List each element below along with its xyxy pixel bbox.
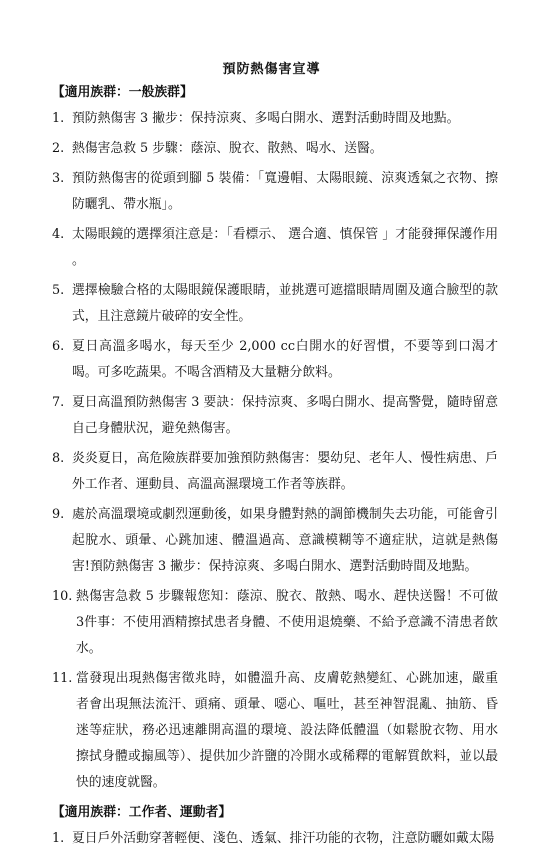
list-item (52, 278, 498, 330)
list-item-number: 11. (52, 671, 73, 686)
list-item-text: 熱傷害急救 5 步驟報您知：蔭涼、脫衣、散熱、喝水、趕快送醫！不可做 3件事：不使用酒精擦拭患者身體、不使用退燒藥、不給予意識不清患者飲水。 (76, 589, 498, 656)
section-heading-general: 【適用族群：一般族群】 (52, 85, 193, 100)
list-item-number: 4. (52, 227, 65, 242)
list-item (52, 584, 498, 662)
list-item (52, 106, 498, 132)
document-title: 預防熱傷害宣導 (222, 62, 321, 77)
list-item (52, 390, 498, 442)
list-item-number: 2. (52, 141, 65, 156)
list-item-number: 7. (52, 395, 65, 410)
list-item-number: 3. (52, 171, 65, 186)
list-item-number: 6. (52, 339, 65, 354)
list-item-text: 預防熱傷害 3 撇步：保持涼爽、多喝白開水、選對活動時間及地點。 (72, 111, 460, 126)
worker-athlete-guidance-list (52, 826, 498, 852)
list-item-number: 10. (52, 589, 73, 604)
list-item (52, 666, 498, 796)
list-item (52, 136, 498, 162)
list-item-number: 9. (52, 507, 65, 522)
list-item-text: 處於高溫環境或劇烈運動後，如果身體對熱的調節機制失去功能，可能會引起脫水、頭暈、心跳加速、體溫過高、意識模糊等不適症狀，這就是熱傷害!預防熱傷害 3 撇步：保持涼爽、多喝白開水、選對活動時間及地點。 (72, 507, 498, 574)
list-item-number: 5. (52, 283, 65, 298)
list-item-text: 夏日戶外活動穿著輕便、淺色、透氣、排汗功能的衣物，注意防曬如戴太陽 (72, 831, 495, 846)
list-item-text: 預防熱傷害的從頭到腳 5 裝備：「寬邊帽、太陽眼鏡、涼爽透氣之衣物、擦防曬乳、帶水瓶」。 (72, 171, 498, 212)
list-item-number: 1. (52, 111, 65, 126)
document-body (52, 80, 498, 856)
list-item-text: 熱傷害急救 5 步驟：蔭涼、脫衣、散熱、喝水、送醫。 (72, 141, 383, 156)
list-item-text: 太陽眼鏡的選擇須注意是：「看標示、 選合適、慎保管 」才能發揮保護作用 。 (72, 227, 498, 268)
section-heading-workers-athletes: 【適用族群：工作者、運動者】 (52, 805, 232, 820)
list-item-number: 8. (52, 451, 65, 466)
list-item-text: 炎炎夏日，高危險族群要加強預防熱傷害：嬰幼兒、老年人、慢性病患、戶外工作者、運動員、高溫高濕環境工作者等族群。 (72, 451, 498, 492)
list-item (52, 502, 498, 580)
general-guidance-list (52, 106, 498, 796)
list-item-text: 夏日高溫預防熱傷害 3 要訣：保持涼爽、多喝白開水、提高警覺，隨時留意自己身體狀況，避免熱傷害。 (72, 395, 498, 436)
list-item-number: 1. (52, 831, 65, 846)
list-item (52, 826, 498, 852)
list-item (52, 334, 498, 386)
list-item-text: 當發現出現熱傷害徵兆時，如體溫升高、皮膚乾熱變紅、心跳加速，嚴重者會出現無法流汗、頭痛、頭暈、噁心、嘔吐，甚至神智混亂、抽筋、昏迷等症狀，務必迅速離開高溫的環境、設法降低體溫（如鬆脫衣物、用水擦拭身體或搧風等）、提供加少許鹽的冷開水或稀釋的電解質飲料，並以最快的速度就醫。 (76, 671, 498, 790)
list-item (52, 446, 498, 498)
list-item (52, 222, 498, 274)
list-item (52, 166, 498, 218)
list-item-text: 夏日高溫多喝水，每天至少 2,000 cc白開水的好習慣，不要等到口渴才喝。可多吃蔬果。不喝含酒精及大量糖分飲料。 (72, 339, 498, 380)
list-item-text: 選擇檢驗合格的太陽眼鏡保護眼睛，並挑選可遮擋眼睛周圍及適合臉型的款式，且注意鏡片破碎的安全性。 (72, 283, 498, 324)
